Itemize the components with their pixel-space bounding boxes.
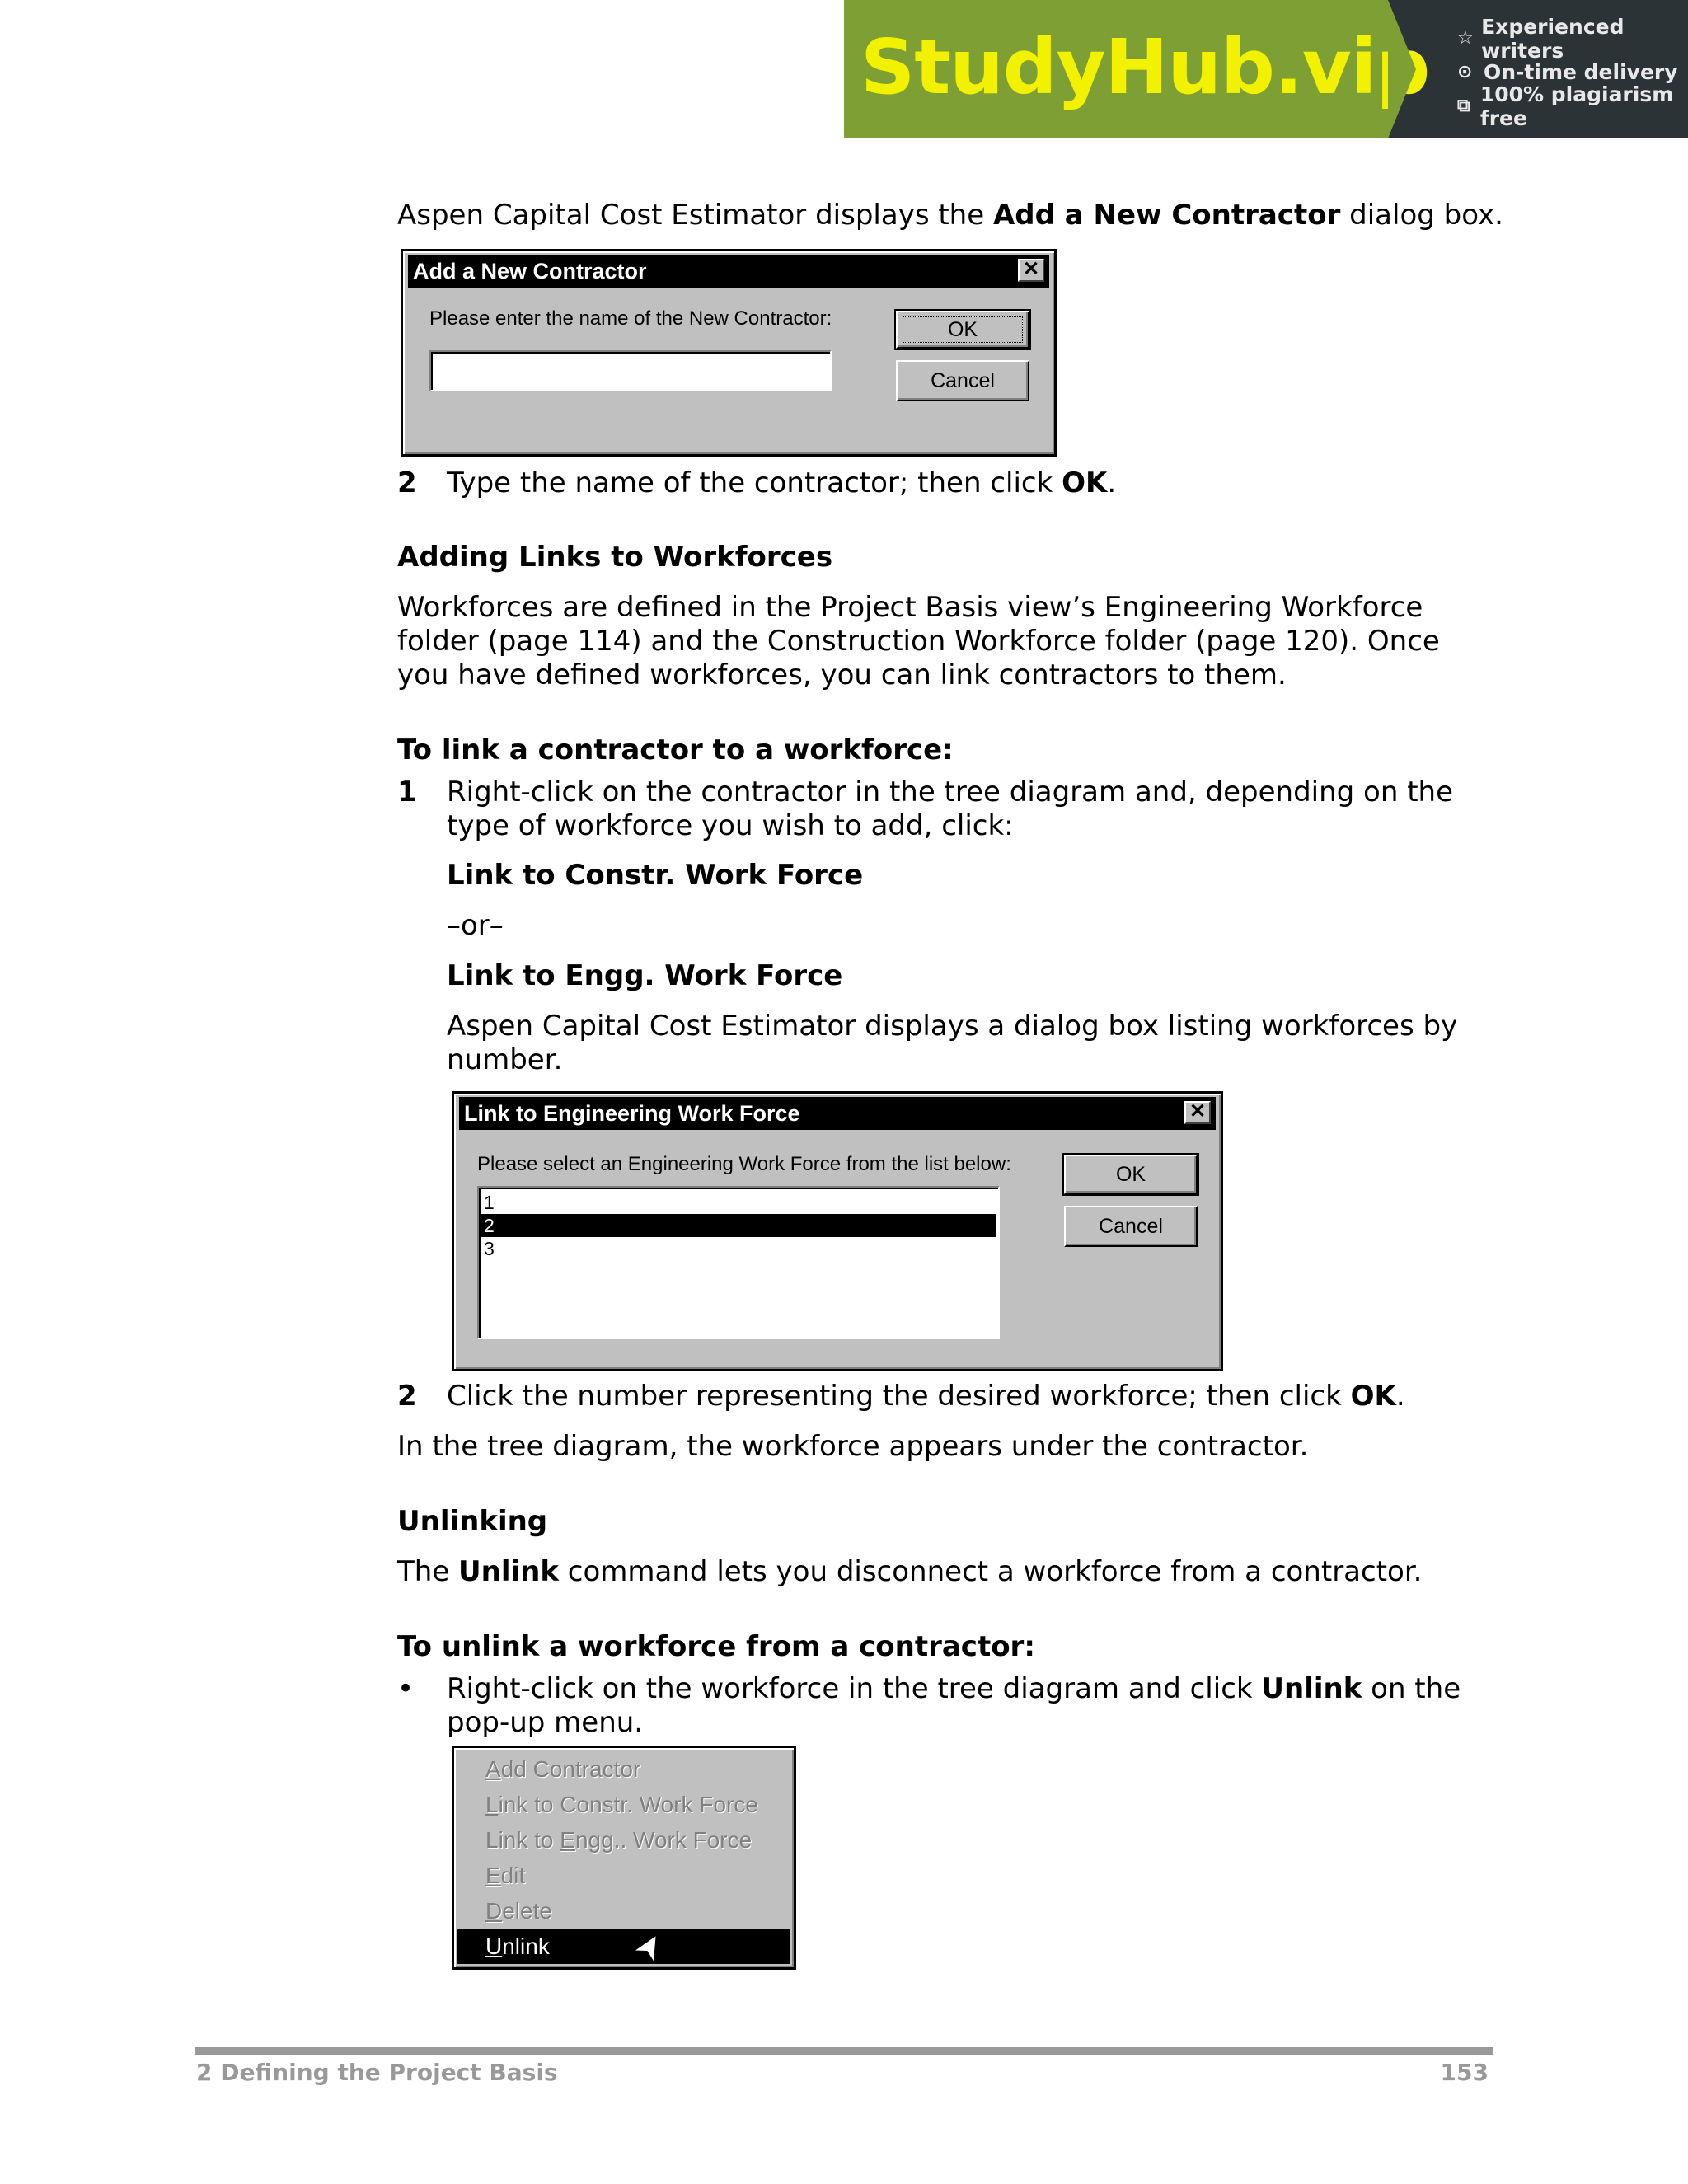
context-menu [452,1746,796,1970]
result-line1: Aspen Capital Cost Estimator displays a dialog box listing workforces by [447,1010,1458,1043]
star-icon: ☆ [1457,28,1474,49]
menu-item-add-contractor[interactable] [457,1751,790,1787]
close-icon[interactable]: ✕ [1184,1101,1211,1124]
step-2-workforce-text [447,1380,1405,1413]
step-text: Type the name of the contractor; then click [447,466,1062,499]
mouse-pointer-icon: ➤ [626,1925,673,1968]
feature-label: On-time delivery [1484,60,1678,84]
links-paragraph-line2: folder (page 114) and the Construction Workforce folder (page 120). Once [397,625,1440,658]
step-1-line2: type of workforce you wish to add, click: [447,809,1014,842]
footer-chapter: 2 Defining the Project Basis [196,2059,558,2086]
bullet: • [397,1672,415,1705]
dialog-title: Add a New Contractor [413,259,647,284]
unlink-bold: Unlink [458,1555,559,1588]
links-paragraph-line3: you have defined workforces, you can link contractors to them. [397,658,1287,691]
list-item[interactable]: 1 [484,1192,495,1213]
menu-label: Link to [485,1827,560,1853]
unlink-step-text: Right-click on the workforce in the tree diagram and click [447,1672,1262,1705]
section-heading-unlinking: Unlinking [397,1505,548,1538]
mnemonic: U [485,1933,503,1959]
cancel-button[interactable]: Cancel [1064,1206,1198,1247]
mnemonic: A [485,1756,501,1782]
result-line2: number. [447,1043,563,1076]
studyhub-banner[interactable] [844,0,1688,138]
feature-plagiarism-free [1457,82,1688,130]
list-item-selected[interactable]: 2 [481,1214,996,1237]
feature-label: Experienced writers [1481,14,1625,63]
option-link-constr: Link to Constr. Work Force [447,859,864,892]
step-number: 1 [397,776,417,808]
intro-bold: Add a New Contractor [992,199,1341,232]
unlink-text: The [397,1555,459,1588]
menu-label: ink to Constr. Work Force [498,1792,758,1817]
add-contractor-dialog [401,249,1057,457]
procedure-heading-link: To link a contractor to a workforce: [397,733,954,766]
list-item[interactable]: 3 [484,1238,495,1259]
menu-item-link-engg[interactable] [457,1822,790,1858]
step-1-line1: Right-click on the contractor in the tree diagram and, depending on the [447,776,1453,808]
step-bold: OK [1350,1380,1396,1413]
links-paragraph-line1: Workforces are defined in the Project Basis view’s Engineering Workforce [397,591,1423,624]
ok-button[interactable]: OK [1064,1155,1198,1194]
ok-button[interactable] [896,311,1029,349]
dialog-title: Link to Engineering Work Force [464,1101,800,1126]
intro-text-end: dialog box. [1340,199,1503,232]
step-2-text [447,466,1116,500]
focus-rect [903,316,1023,343]
menu-item-delete[interactable] [457,1893,790,1929]
menu-item-unlink[interactable] [457,1925,790,1968]
workforce-listbox[interactable] [477,1186,1000,1339]
mnemonic: L [485,1792,499,1817]
unlink-step-line2: pop-up menu. [447,1706,644,1739]
menu-item-link-constr[interactable] [457,1787,790,1822]
menu-label: dd Contractor [500,1756,641,1782]
step-number: 2 [397,1380,417,1413]
studyhub-logo[interactable] [844,0,1430,138]
footer-rule [195,2047,1493,2055]
menu-item-edit[interactable] [457,1858,790,1893]
cancel-button[interactable]: Cancel [896,360,1029,401]
unlink-step-bold: Unlink [1261,1672,1362,1705]
ok-label: OK [947,318,978,341]
mnemonic: E [560,1827,575,1853]
step-text-end: . [1395,1380,1405,1413]
unlink-text-end: command lets you disconnect a workforce from a contractor. [559,1555,1423,1588]
feature-label: 100% plagiarism free [1479,82,1674,130]
mnemonic: E [485,1863,501,1888]
menu-label: nlink [502,1933,550,1959]
menu-label: elete [502,1898,552,1924]
close-icon[interactable]: ✕ [1018,259,1044,282]
feature-experienced-writers [1457,14,1688,63]
option-link-engg: Link to Engg. Work Force [447,959,843,992]
intro-paragraph [397,199,1503,232]
clock-icon: ⊙ [1457,62,1473,82]
step-text-end: . [1107,466,1117,499]
contractor-name-input[interactable] [429,350,832,391]
unlink-paragraph [397,1555,1423,1589]
menu-label: ngg.. Work Force [574,1827,753,1853]
logo-text: StudyHub.vip [860,23,1430,111]
dialog-title-bar[interactable] [408,255,1049,288]
step-text: Click the number representing the desired workforce; then click [447,1380,1351,1413]
mnemonic: D [485,1898,503,1924]
copy-icon: ⧉ [1457,96,1470,116]
procedure-heading-unlink: To unlink a workforce from a contractor: [397,1630,1035,1663]
contractor-prompt: Please enter the name of the New Contractor: [429,307,832,330]
step-number: 2 [397,466,417,499]
workforce-prompt: Please select an Engineering Work Force from the list below: [477,1153,1011,1175]
tree-note: In the tree diagram, the workforce appears under the contractor. [397,1430,1309,1463]
unlink-step-text-end: on the [1362,1672,1461,1705]
engineering-workforce-dialog [452,1091,1223,1371]
footer-page-number: 153 [1440,2059,1489,2086]
menu-label: dit [500,1863,526,1888]
section-heading-links: Adding Links to Workforces [397,541,833,574]
intro-text: Aspen Capital Cost Estimator displays the [397,199,993,232]
or-separator: –or– [447,909,504,942]
unlink-step-line1 [447,1672,1461,1706]
banner-features [1388,0,1688,138]
dialog-title-bar[interactable] [459,1097,1216,1130]
step-bold: OK [1062,466,1108,499]
